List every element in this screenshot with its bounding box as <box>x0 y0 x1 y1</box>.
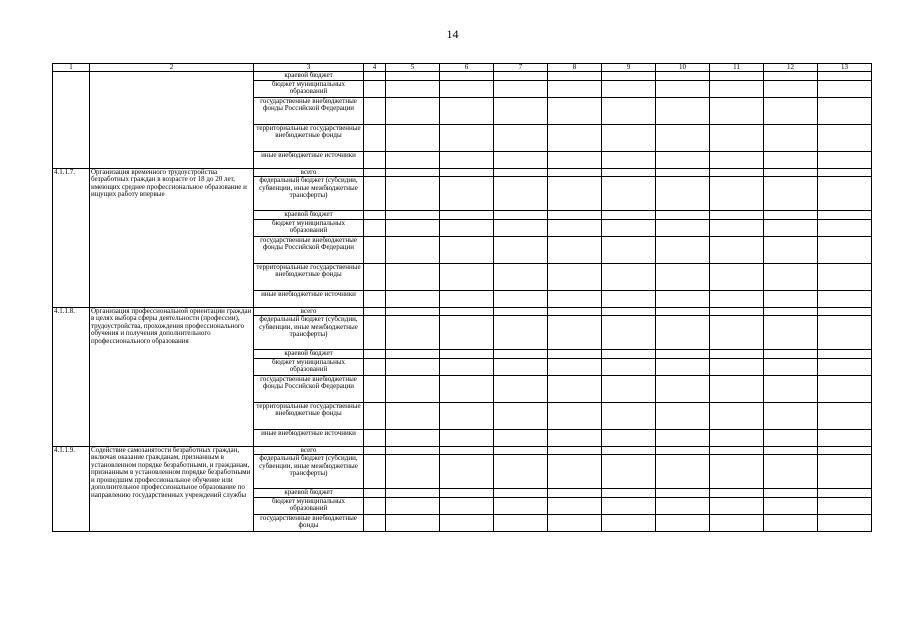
value-cell <box>386 402 440 429</box>
value-cell <box>710 429 764 446</box>
value-cell <box>710 168 764 177</box>
value-cell <box>548 290 602 307</box>
value-cell <box>602 489 656 498</box>
column-number-row <box>53 64 872 72</box>
value-cell <box>386 446 440 455</box>
item-name: Организация временного трудоустройства безработных граждан в возрасте от 18 до 20 лет, имеющих среднее профессиональное образование и ищущих работу впервые <box>90 168 254 307</box>
value-cell <box>764 489 818 498</box>
value-cell <box>602 497 656 514</box>
value-cell <box>440 236 494 263</box>
value-cell <box>818 489 872 498</box>
page-number: 14 <box>446 27 459 41</box>
value-cell <box>364 455 386 489</box>
value-cell <box>710 177 764 211</box>
value-cell <box>818 219 872 236</box>
value-cell <box>818 350 872 359</box>
value-cell <box>818 236 872 263</box>
value-cell <box>818 358 872 375</box>
table-row <box>53 307 872 316</box>
value-cell <box>710 236 764 263</box>
column-number: 11 <box>710 64 764 72</box>
value-cell <box>440 72 494 81</box>
funding-source: государственные внебюджетные фонды Российской Федерации <box>254 97 364 124</box>
funding-source: федеральный бюджет (субсидии, субвенции, иные межбюджетные трансферты) <box>254 177 364 211</box>
value-cell <box>710 72 764 81</box>
value-cell <box>548 375 602 402</box>
value-cell <box>764 168 818 177</box>
value-cell <box>386 489 440 498</box>
value-cell <box>548 316 602 350</box>
value-cell <box>818 168 872 177</box>
value-cell <box>764 514 818 531</box>
value-cell <box>764 97 818 124</box>
funding-source: иные внебюджетные источники <box>254 290 364 307</box>
value-cell <box>364 236 386 263</box>
funding-source: краевой бюджет <box>254 72 364 81</box>
value-cell <box>656 151 710 168</box>
value-cell <box>364 72 386 81</box>
funding-source: всего <box>254 446 364 455</box>
value-cell <box>602 80 656 97</box>
value-cell <box>364 497 386 514</box>
value-cell <box>764 429 818 446</box>
value-cell <box>656 429 710 446</box>
value-cell <box>386 316 440 350</box>
value-cell <box>548 97 602 124</box>
value-cell <box>710 124 764 151</box>
value-cell <box>386 97 440 124</box>
value-cell <box>386 358 440 375</box>
value-cell <box>386 177 440 211</box>
value-cell <box>548 124 602 151</box>
column-number: 7 <box>494 64 548 72</box>
value-cell <box>602 375 656 402</box>
value-cell <box>494 211 548 220</box>
value-cell <box>386 307 440 316</box>
value-cell <box>656 168 710 177</box>
item-code: 4.1.1.8. <box>53 307 90 446</box>
value-cell <box>440 80 494 97</box>
value-cell <box>494 455 548 489</box>
value-cell <box>764 219 818 236</box>
value-cell <box>764 375 818 402</box>
value-cell <box>656 350 710 359</box>
column-number: 3 <box>254 64 364 72</box>
value-cell <box>710 350 764 359</box>
value-cell <box>656 219 710 236</box>
value-cell <box>386 168 440 177</box>
value-cell <box>710 263 764 290</box>
value-cell <box>440 219 494 236</box>
value-cell <box>602 402 656 429</box>
value-cell <box>494 497 548 514</box>
value-cell <box>656 455 710 489</box>
funding-source: государственные внебюджетные фонды Российской Федерации <box>254 236 364 263</box>
value-cell <box>548 307 602 316</box>
funding-source: территориальные государственные внебюджетные фонды <box>254 124 364 151</box>
value-cell <box>764 307 818 316</box>
value-cell <box>764 263 818 290</box>
value-cell <box>548 151 602 168</box>
value-cell <box>364 446 386 455</box>
funding-source: территориальные государственные внебюджетные фонды <box>254 263 364 290</box>
value-cell <box>386 290 440 307</box>
value-cell <box>364 177 386 211</box>
column-number: 4 <box>364 64 386 72</box>
value-cell <box>494 263 548 290</box>
funding-source: бюджет муниципальных образований <box>254 497 364 514</box>
value-cell <box>764 455 818 489</box>
value-cell <box>386 236 440 263</box>
value-cell <box>440 263 494 290</box>
funding-source: бюджет муниципальных образований <box>254 219 364 236</box>
value-cell <box>548 455 602 489</box>
value-cell <box>818 514 872 531</box>
value-cell <box>764 151 818 168</box>
value-cell <box>818 211 872 220</box>
value-cell <box>656 316 710 350</box>
column-number: 1 <box>53 64 90 72</box>
value-cell <box>364 358 386 375</box>
value-cell <box>548 446 602 455</box>
value-cell <box>656 124 710 151</box>
value-cell <box>818 402 872 429</box>
funding-source: федеральный бюджет (субсидии, субвенции, иные межбюджетные трансферты) <box>254 455 364 489</box>
value-cell <box>602 211 656 220</box>
funding-source: иные внебюджетные источники <box>254 151 364 168</box>
item-code: 4.1.1.9. <box>53 446 90 531</box>
value-cell <box>548 219 602 236</box>
funding-source: всего <box>254 307 364 316</box>
value-cell <box>386 497 440 514</box>
value-cell <box>602 358 656 375</box>
value-cell <box>710 446 764 455</box>
value-cell <box>764 211 818 220</box>
value-cell <box>764 80 818 97</box>
value-cell <box>440 455 494 489</box>
value-cell <box>656 97 710 124</box>
value-cell <box>764 177 818 211</box>
value-cell <box>710 211 764 220</box>
value-cell <box>386 375 440 402</box>
value-cell <box>386 263 440 290</box>
value-cell <box>818 290 872 307</box>
value-cell <box>386 80 440 97</box>
value-cell <box>710 497 764 514</box>
value-cell <box>764 446 818 455</box>
value-cell <box>364 316 386 350</box>
value-cell <box>440 350 494 359</box>
value-cell <box>710 97 764 124</box>
value-cell <box>548 72 602 81</box>
value-cell <box>440 97 494 124</box>
value-cell <box>494 151 548 168</box>
value-cell <box>602 307 656 316</box>
value-cell <box>764 358 818 375</box>
column-number: 8 <box>548 64 602 72</box>
value-cell <box>386 350 440 359</box>
value-cell <box>548 80 602 97</box>
value-cell <box>386 72 440 81</box>
value-cell <box>710 489 764 498</box>
value-cell <box>818 307 872 316</box>
value-cell <box>764 290 818 307</box>
value-cell <box>440 429 494 446</box>
value-cell <box>440 316 494 350</box>
funding-table <box>52 63 872 532</box>
value-cell <box>656 446 710 455</box>
value-cell <box>818 124 872 151</box>
value-cell <box>818 455 872 489</box>
value-cell <box>710 80 764 97</box>
value-cell <box>764 350 818 359</box>
value-cell <box>818 97 872 124</box>
value-cell <box>440 211 494 220</box>
value-cell <box>364 290 386 307</box>
value-cell <box>386 219 440 236</box>
item-name: Организация профессиональной ориентации граждан в целях выбора сферы деятельности (профессии), трудоустройства, прохождения профессионального обучения и получения дополнительного профессионального образования <box>90 307 254 446</box>
column-number: 2 <box>90 64 254 72</box>
column-number: 10 <box>656 64 710 72</box>
value-cell <box>386 151 440 168</box>
value-cell <box>494 97 548 124</box>
value-cell <box>494 168 548 177</box>
value-cell <box>710 290 764 307</box>
value-cell <box>710 455 764 489</box>
value-cell <box>440 489 494 498</box>
value-cell <box>440 514 494 531</box>
funding-source: федеральный бюджет (субсидии, субвенции, иные межбюджетные трансферты) <box>254 316 364 350</box>
value-cell <box>602 124 656 151</box>
item-code: 4.1.1.7. <box>53 168 90 307</box>
funding-source: государственные внебюджетные фонды <box>254 514 364 531</box>
value-cell <box>602 316 656 350</box>
value-cell <box>364 307 386 316</box>
value-cell <box>602 151 656 168</box>
value-cell <box>364 429 386 446</box>
value-cell <box>494 402 548 429</box>
value-cell <box>710 316 764 350</box>
value-cell <box>818 446 872 455</box>
value-cell <box>494 177 548 211</box>
value-cell <box>494 358 548 375</box>
value-cell <box>818 263 872 290</box>
value-cell <box>494 219 548 236</box>
value-cell <box>656 489 710 498</box>
value-cell <box>494 375 548 402</box>
value-cell <box>656 211 710 220</box>
value-cell <box>548 358 602 375</box>
value-cell <box>364 168 386 177</box>
value-cell <box>548 236 602 263</box>
value-cell <box>364 151 386 168</box>
item-code <box>53 72 90 169</box>
value-cell <box>440 375 494 402</box>
value-cell <box>364 97 386 124</box>
value-cell <box>764 316 818 350</box>
value-cell <box>548 402 602 429</box>
funding-source: бюджет муниципальных образований <box>254 80 364 97</box>
funding-source: бюджет муниципальных образований <box>254 358 364 375</box>
value-cell <box>656 290 710 307</box>
value-cell <box>386 124 440 151</box>
value-cell <box>656 307 710 316</box>
value-cell <box>710 219 764 236</box>
value-cell <box>364 80 386 97</box>
value-cell <box>602 168 656 177</box>
value-cell <box>764 72 818 81</box>
value-cell <box>710 307 764 316</box>
value-cell <box>440 290 494 307</box>
value-cell <box>818 429 872 446</box>
value-cell <box>494 489 548 498</box>
item-name: Содействие самозанятости безработных граждан, включая оказание гражданам, признанным в установленном порядке безработными, и гражданам, признанным в установленном порядке безработными и прошедшим профессиональное обучение или дополнительное профессиональное образование по направлению государственных учреждений службы <box>90 446 254 531</box>
column-number: 12 <box>764 64 818 72</box>
value-cell <box>440 307 494 316</box>
value-cell <box>364 375 386 402</box>
value-cell <box>602 455 656 489</box>
value-cell <box>548 514 602 531</box>
value-cell <box>494 316 548 350</box>
value-cell <box>494 72 548 81</box>
value-cell <box>656 497 710 514</box>
value-cell <box>818 177 872 211</box>
value-cell <box>364 211 386 220</box>
value-cell <box>494 514 548 531</box>
funding-source: иные внебюджетные источники <box>254 429 364 446</box>
value-cell <box>440 168 494 177</box>
column-number: 13 <box>818 64 872 72</box>
value-cell <box>602 177 656 211</box>
value-cell <box>440 177 494 211</box>
value-cell <box>602 514 656 531</box>
value-cell <box>710 514 764 531</box>
value-cell <box>818 316 872 350</box>
value-cell <box>364 124 386 151</box>
column-number: 6 <box>440 64 494 72</box>
value-cell <box>494 446 548 455</box>
funding-source: краевой бюджет <box>254 489 364 498</box>
value-cell <box>494 429 548 446</box>
value-cell <box>818 80 872 97</box>
value-cell <box>710 358 764 375</box>
value-cell <box>386 211 440 220</box>
value-cell <box>656 263 710 290</box>
value-cell <box>494 80 548 97</box>
value-cell <box>494 350 548 359</box>
value-cell <box>764 402 818 429</box>
value-cell <box>364 219 386 236</box>
value-cell <box>548 497 602 514</box>
value-cell <box>656 402 710 429</box>
value-cell <box>710 151 764 168</box>
value-cell <box>710 402 764 429</box>
value-cell <box>548 168 602 177</box>
value-cell <box>548 263 602 290</box>
value-cell <box>494 290 548 307</box>
value-cell <box>764 124 818 151</box>
value-cell <box>602 236 656 263</box>
value-cell <box>818 151 872 168</box>
column-number: 5 <box>386 64 440 72</box>
value-cell <box>364 489 386 498</box>
value-cell <box>818 497 872 514</box>
value-cell <box>440 497 494 514</box>
value-cell <box>364 263 386 290</box>
value-cell <box>656 236 710 263</box>
value-cell <box>602 72 656 81</box>
value-cell <box>602 350 656 359</box>
value-cell <box>386 429 440 446</box>
value-cell <box>656 80 710 97</box>
value-cell <box>818 72 872 81</box>
value-cell <box>440 402 494 429</box>
funding-source: краевой бюджет <box>254 350 364 359</box>
value-cell <box>602 97 656 124</box>
value-cell <box>548 350 602 359</box>
value-cell <box>548 177 602 211</box>
funding-source: всего <box>254 168 364 177</box>
value-cell <box>818 375 872 402</box>
item-name <box>90 72 254 169</box>
value-cell <box>494 124 548 151</box>
table-row <box>53 168 872 177</box>
value-cell <box>656 358 710 375</box>
value-cell <box>602 446 656 455</box>
value-cell <box>602 429 656 446</box>
value-cell <box>602 290 656 307</box>
value-cell <box>656 177 710 211</box>
value-cell <box>548 489 602 498</box>
value-cell <box>440 446 494 455</box>
value-cell <box>764 497 818 514</box>
value-cell <box>602 263 656 290</box>
value-cell <box>548 429 602 446</box>
value-cell <box>764 236 818 263</box>
column-number: 9 <box>602 64 656 72</box>
funding-source: краевой бюджет <box>254 211 364 220</box>
value-cell <box>364 350 386 359</box>
value-cell <box>440 358 494 375</box>
value-cell <box>364 402 386 429</box>
value-cell <box>364 514 386 531</box>
value-cell <box>440 124 494 151</box>
value-cell <box>602 219 656 236</box>
value-cell <box>656 72 710 81</box>
funding-source: территориальные государственные внебюджетные фонды <box>254 402 364 429</box>
table-row <box>53 72 872 81</box>
value-cell <box>386 455 440 489</box>
value-cell <box>494 236 548 263</box>
value-cell <box>710 375 764 402</box>
value-cell <box>440 151 494 168</box>
table-row <box>53 446 872 455</box>
value-cell <box>494 307 548 316</box>
value-cell <box>386 514 440 531</box>
funding-source: государственные внебюджетные фонды Российской Федерации <box>254 375 364 402</box>
value-cell <box>548 211 602 220</box>
value-cell <box>656 514 710 531</box>
value-cell <box>656 375 710 402</box>
